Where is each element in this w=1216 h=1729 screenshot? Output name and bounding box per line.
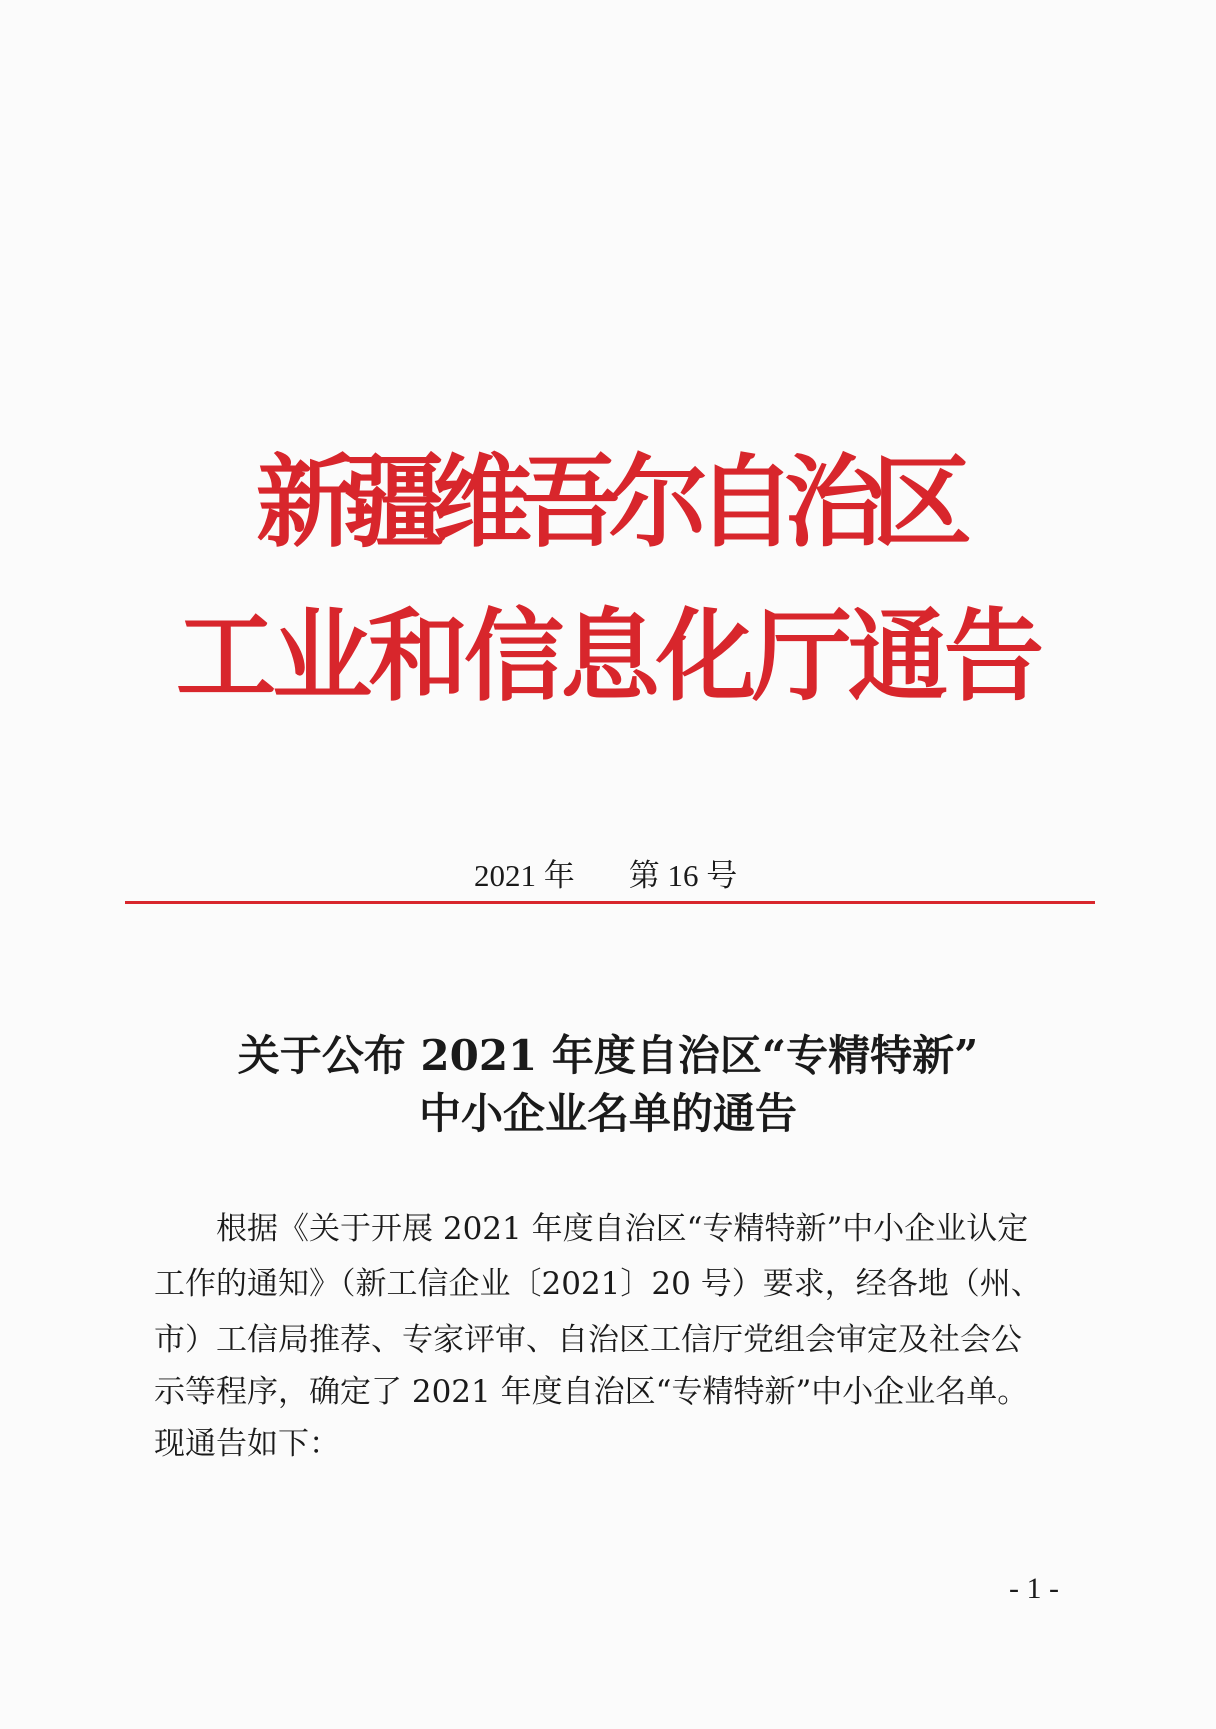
doc-year: 2021 年 (474, 858, 575, 893)
page-number: - 1 - (1009, 1572, 1059, 1605)
document-heading-line1: 关于公布 2021 年度自治区“专精特新” (237, 1031, 979, 1080)
document-number (474, 858, 737, 894)
body-line: 现通告如下： (154, 1426, 340, 1462)
body-line: 根据《关于开展 2021 年度自治区“专精特新”中小企业认定 (216, 1211, 1029, 1247)
doc-number: 第 16 号 (628, 858, 738, 893)
body-line: 工作的通知》（新工信企业〔2021〕20 号）要求，经各地（州、 (154, 1266, 1042, 1302)
body-line: 示等程序，确定了 2021 年度自治区“专精特新”中小企业名单。 (154, 1374, 1029, 1410)
issuer-title-line1: 新疆维吾尔自治区 (256, 443, 960, 561)
body-line: 市）工信局推荐、专家评审、自治区工信厅党组会审定及社会公 (154, 1322, 1022, 1358)
issuer-title-line2: 工业和信息化厅通告 (176, 597, 1040, 715)
document-heading-line2: 中小企业名单的通告 (418, 1089, 797, 1138)
red-divider (125, 901, 1095, 904)
